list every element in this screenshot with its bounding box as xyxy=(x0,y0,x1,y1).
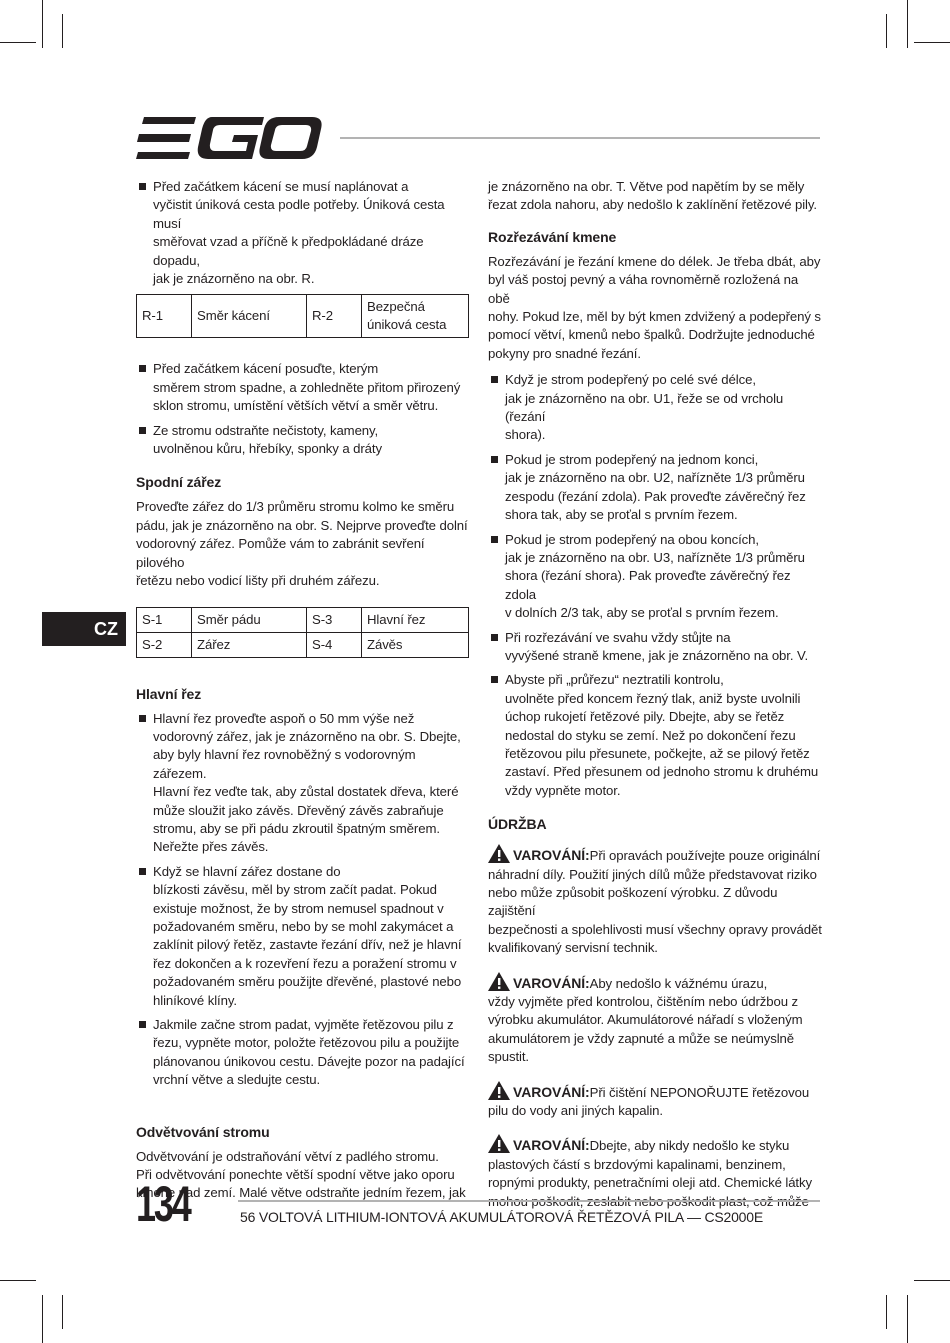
list-item: Ze stromu odstraňte nečistoty, kameny, uvolněnou kůru, hřebíky, sponky a dráty xyxy=(136,422,470,459)
crop-mark xyxy=(42,1295,43,1343)
right-column xyxy=(488,178,822,1225)
list-item: Hlavní řez proveďte aspoň o 50 mm výše než vodorovný zářez, jak je znázorněno na obr. S. Dbejte, aby byly hlavní řez rovnoběžný s vodorovným zářezem. Hlavní řez veďte tak, aby zůstal dostatek dřeva, které může sloužit jako závěs. Dřevěný závěs zabraňuje stromu, aby se při pádu zkroutil špatným směrem. Neřežte přes závěs. xyxy=(136,710,470,857)
warning-icon xyxy=(488,1081,510,1100)
warning-icon xyxy=(488,1134,510,1153)
left-column xyxy=(136,178,470,1211)
paragraph: Rozřezávání je řezání kmene do délek. Je třeba dbát, aby byl váš postoj pevný a váha rovnoměrně rozložená na obě nohy. Pokud lze, měl by být kmen zdvižený a podepřený s pomocí větví, kmenů nebo špalků. Dodržujte jednoduché pokyny pro snadné řezání. xyxy=(488,253,821,361)
table-cell: Bezpečná úniková cesta xyxy=(362,295,469,338)
list-item: Pokud je strom podepřený na obou koncích, jak je znázorněno na obr. U3, nařízněte 1/3 průměru shora (řezání shora). Pak proveďte závěrečný řez zdola v dolních 2/3 tak, aby se proťal s prvním řezem. xyxy=(488,531,822,623)
section-heading: Odvětvování stromu xyxy=(136,1123,270,1140)
table-cell: S-2 xyxy=(137,632,192,657)
table-escape-route xyxy=(136,294,469,338)
ego-logo xyxy=(136,117,322,159)
crop-mark xyxy=(62,1295,63,1329)
list-item: Abyste při „průřezu“ neztratili kontrolu, uvolněte před koncem řezný tlak, aniž byste uvolnili úchop rukojetí řetězové pily. Dbejte, aby se řetěz nedostal do styku se zemí. Než po dokončení řezu řetězovou pilu přesunete, počkejte, až se pilový řetěz zastaví. Před přesunem od jednoho stromu k druhému vždy vypněte motor. xyxy=(488,671,822,800)
section-heading: Spodní zářez xyxy=(136,474,222,491)
header-rule xyxy=(340,137,820,139)
list-item: Jakmile začne strom padat, vyjměte řetězovou pilu z řezu, vypněte motor, položte řetězovou pilu a použijte plánovanou únikovou cestu. Dávejte pozor na padající vrchní větve a sledujte cestu. xyxy=(136,1016,470,1090)
footer-title: 56 VOLTOVÁ LITHIUM-IONTOVÁ AKUMULÁTOROVÁ ŘETĚZOVÁ PILA — CS2000E xyxy=(240,1209,763,1225)
warning-block: VAROVÁNÍ:Dbejte, aby nikdy nedošlo ke styku plastových částí s brzdovými kapalinami, benzinem, ropnými produkty, penetračními oleji atd. Chemické látky xyxy=(488,1134,822,1211)
section-heading: Hlavní řez xyxy=(136,685,202,702)
list-item: Při rozřezávání ve svahu vždy stůjte na vyvýšené straně kmene, jak je znázorněno na obr. V. xyxy=(488,629,822,666)
table-cell: Závěs xyxy=(362,632,469,657)
crop-mark xyxy=(886,1295,887,1329)
table-cell: S-1 xyxy=(137,607,192,632)
crop-mark xyxy=(907,0,908,48)
paragraph: Proveďte zářez do 1/3 průměru stromu kolmo ke směru pádu, jak je znázorněno na obr. S. Nejprve proveďte dolní vodorovný zářez. Pomůže vám to zabránit sevření pilového řetězu nebo vodicí lišty při druhém zářezu. xyxy=(136,499,468,589)
crop-mark xyxy=(0,1280,36,1281)
warning-label: VAROVÁNÍ: xyxy=(513,1137,590,1154)
table-row xyxy=(137,607,469,632)
warning-icon xyxy=(488,844,510,863)
table-cell: R-2 xyxy=(307,295,362,338)
warning-label: VAROVÁNÍ: xyxy=(513,847,590,864)
list-item: Když se hlavní zářez dostane do blízkosti závěsu, měl by strom začít padat. Pokud existuje možnost, že by strom nemusel spadnout v požadovaném směru, nebo by se mohl zakymácet a zaklínit pilový řetěz, zastavte řezání dřív, než je hlavní řez dokončen a k rozevření řezu a poražení stromu v požadovaném směru použijte dřevěné, plastové nebo hliníkové klíny. xyxy=(136,863,470,1010)
table-cell: S-4 xyxy=(307,632,362,657)
page-number: 134 xyxy=(136,1176,190,1232)
crop-mark xyxy=(62,14,63,48)
table-cell: R-1 xyxy=(137,295,192,338)
list-item: Když je strom podepřený po celé své délce, jak je znázorněno na obr. U1, řeže se od vrcholu (řezání shora). xyxy=(488,371,822,445)
section-heading: ÚDRŽBA xyxy=(488,816,547,833)
crop-mark xyxy=(886,14,887,48)
table-row xyxy=(137,632,469,657)
paragraph: je znázorněno na obr. T. Větve pod napětím by se měly řezat zdola nahoru, aby nedošlo k zaklínění řetězové pily. xyxy=(488,179,817,213)
paragraph: Odvětvování je odstraňování větví z padlého stromu. Při odvětvování ponechte větší spodní větve jako oporu kmene nad zemí. Malé větve odstraňte jedním řezem, jak xyxy=(136,1148,466,1201)
warning-label: VAROVÁNÍ: xyxy=(513,974,590,991)
warning-icon xyxy=(488,972,510,991)
list-item: Pokud je strom podepřený na jednom konci, jak je znázorněno na obr. U2, nařízněte 1/3 průměru zespodu (řezání zdola). Pak proveďte závěrečný řez shora tak, aby se proťal s prvním řezem. xyxy=(488,451,822,525)
section-heading: Rozřezávání kmene xyxy=(488,228,617,245)
table-felling-cuts xyxy=(136,607,469,658)
language-tab: CZ xyxy=(42,612,126,646)
table-row xyxy=(137,295,469,338)
crop-mark xyxy=(0,42,36,43)
warning-block: VAROVÁNÍ:Při opravách používejte pouze originální náhradní díly. Použití jiných dílů může představovat riziko nebo může způsobit poškození výrobku. Z důvodu zajištění bezpečnosti a spolehlivosti musí všechny opravy provádět kvalifikovaný servisní technik. xyxy=(488,844,822,957)
warning-block: VAROVÁNÍ:Aby nedošlo k vážnému úrazu, vždy vyjměte před kontrolou, čištěním nebo údržbou z výrobku akumulátor. Akumulátorové nářadí s vloženým akumulátorem je vždy zapnuté a může se neúmyslně spustit. xyxy=(488,972,822,1067)
table-cell: Hlavní řez xyxy=(362,607,469,632)
list-item: Před začátkem kácení se musí naplánovat a vyčistit úniková cesta podle potřeby. Úniková cesta musí směřovat vzad a příčně k předpokládané dráze dopadu, jak je znázorněno na obr. R. xyxy=(136,178,470,288)
table-cell: Směr kácení xyxy=(192,295,307,338)
crop-mark xyxy=(914,42,950,43)
warning-block: VAROVÁNÍ:Při čištění NEPONOŘUJTE řetězovou pilu do vody ani jiných kapalin. xyxy=(488,1081,822,1121)
list-item: Před začátkem kácení posuďte, kterým směrem strom spadne, a zohledněte přitom přirozený sklon stromu, umístění větších větví a směr větru. xyxy=(136,360,470,415)
table-cell: Směr pádu xyxy=(192,607,307,632)
table-cell: S-3 xyxy=(307,607,362,632)
footer-rule xyxy=(238,1200,820,1202)
warning-label: VAROVÁNÍ: xyxy=(513,1083,590,1100)
crop-mark xyxy=(907,1295,908,1343)
crop-mark xyxy=(42,0,43,48)
crop-mark xyxy=(914,1280,950,1281)
table-cell: Zářez xyxy=(192,632,307,657)
